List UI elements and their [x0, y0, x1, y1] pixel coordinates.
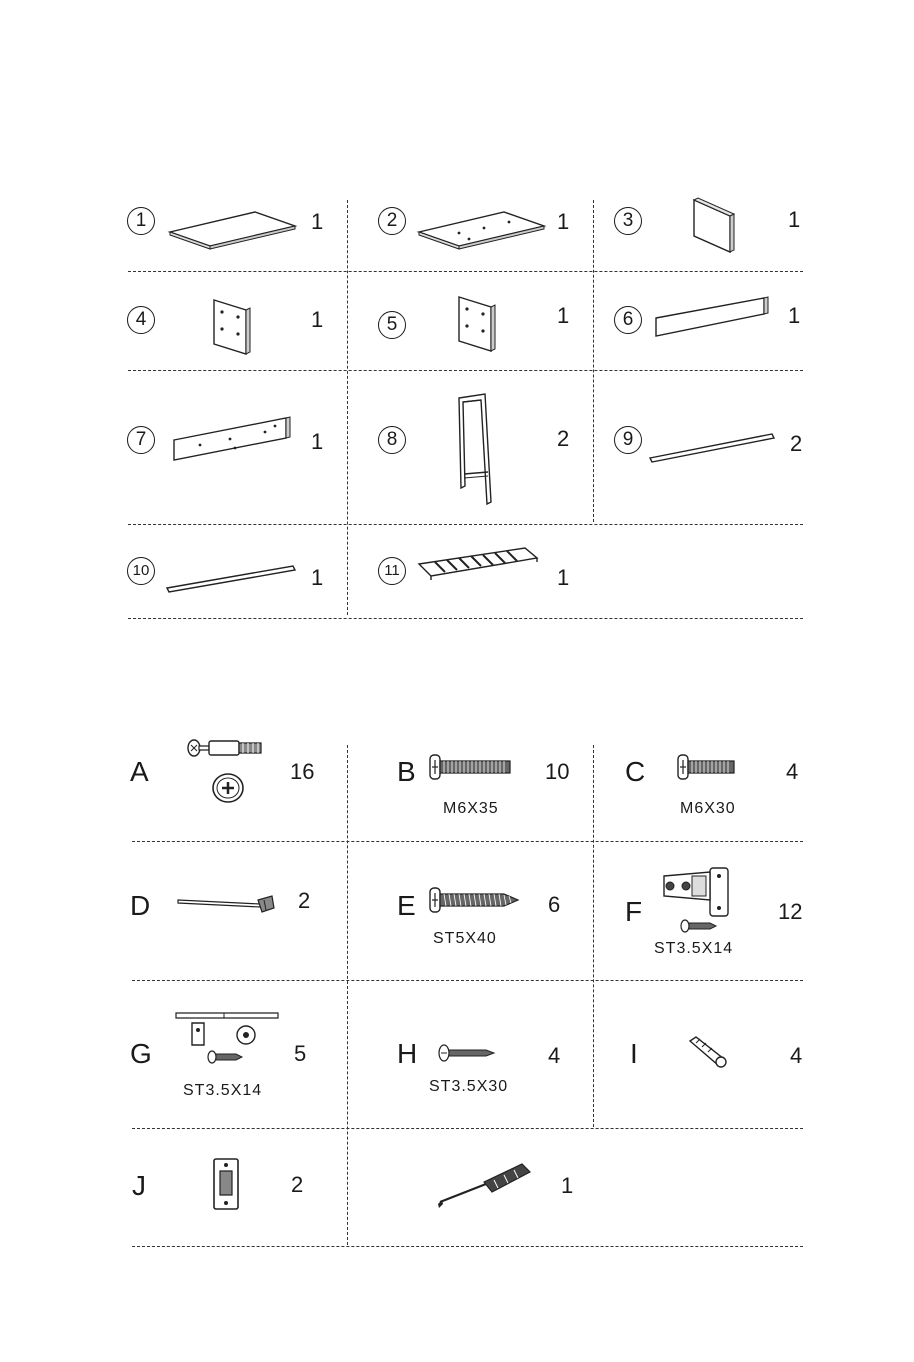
parts-divider — [128, 618, 803, 619]
hardware-divider — [132, 841, 803, 842]
hardware-quantity: 5 — [294, 1041, 307, 1066]
wall-anchor-icon — [686, 1035, 730, 1071]
hardware-letter: H — [397, 1038, 418, 1069]
door-catch-icon — [210, 1155, 244, 1215]
screw-icon — [680, 918, 720, 934]
hardware-spec: M6X35 — [443, 800, 499, 817]
part-quantity: 1 — [311, 307, 324, 332]
cam-lock-icon — [210, 770, 250, 806]
part-number: 10 — [127, 557, 155, 585]
top-panel-icon — [165, 208, 300, 248]
part-number: 4 — [127, 306, 155, 334]
wire-rack-icon — [415, 544, 543, 586]
hardware-quantity: 2 — [291, 1172, 304, 1197]
part-quantity: 1 — [557, 209, 570, 234]
part-quantity: 2 — [790, 431, 803, 456]
parts-divider — [128, 271, 803, 272]
part-number: 2 — [378, 207, 406, 235]
bolt-icon — [428, 753, 518, 783]
hardware-divider — [593, 745, 594, 1127]
hardware-letter: B — [397, 756, 416, 787]
part-quantity: 1 — [557, 303, 570, 328]
divider-panel-icon — [690, 196, 740, 256]
hardware-spec: M6X30 — [680, 800, 736, 817]
part-number: 1 — [127, 207, 155, 235]
parts-divider — [593, 200, 594, 522]
hardware-quantity: 6 — [548, 892, 561, 917]
part-quantity: 1 — [311, 565, 324, 590]
hardware-divider — [347, 745, 348, 1245]
metal-bar-icon — [165, 562, 300, 596]
part-quantity: 1 — [788, 207, 801, 232]
hardware-letter: D — [130, 890, 151, 921]
wood-screw-icon — [428, 886, 523, 916]
hardware-quantity: 2 — [298, 888, 311, 913]
hardware-letter: C — [625, 756, 646, 787]
hardware-divider — [132, 1128, 803, 1129]
hardware-divider — [132, 1246, 803, 1247]
hardware-spec: ST3.5X30 — [429, 1078, 509, 1095]
hardware-quantity: 4 — [786, 759, 799, 784]
hardware-quantity: 16 — [290, 759, 315, 784]
hardware-divider — [132, 980, 803, 981]
screw-icon — [438, 1043, 500, 1063]
hardware-letter: F — [625, 896, 643, 927]
hardware-letter: J — [132, 1170, 146, 1201]
hardware-letter: E — [397, 890, 416, 921]
bolt-icon — [676, 753, 740, 783]
screwdriver-icon — [434, 1158, 534, 1210]
cam-bolt-icon — [185, 735, 270, 765]
parts-divider — [128, 370, 803, 371]
part-number: 8 — [378, 426, 406, 454]
part-number: 7 — [127, 426, 155, 454]
hardware-spec: ST3.5X14 — [654, 940, 734, 957]
hinge-icon — [656, 864, 736, 918]
front-rail-icon — [170, 414, 295, 466]
hardware-quantity: 12 — [778, 899, 803, 924]
metal-frame-icon — [455, 392, 500, 512]
anti-tip-strap-icon — [176, 894, 276, 916]
hardware-quantity: 10 — [545, 759, 570, 784]
part-quantity: 1 — [311, 429, 324, 454]
shelf-support-icon — [172, 1005, 284, 1073]
bottom-panel-icon — [414, 208, 549, 248]
part-number: 11 — [378, 557, 406, 585]
hardware-quantity: 4 — [548, 1043, 561, 1068]
part-quantity: 1 — [311, 209, 324, 234]
metal-bar-icon — [648, 430, 778, 464]
hardware-spec: ST3.5X14 — [183, 1082, 263, 1099]
hardware-quantity: 4 — [790, 1043, 803, 1068]
part-number: 6 — [614, 306, 642, 334]
parts-divider — [347, 200, 348, 615]
hardware-letter: A — [130, 756, 149, 787]
parts-divider — [128, 524, 803, 525]
part-quantity: 1 — [788, 303, 801, 328]
hardware-spec: ST5X40 — [433, 930, 497, 947]
part-quantity: 1 — [557, 565, 570, 590]
part-number: 3 — [614, 207, 642, 235]
side-panel-icon — [455, 293, 500, 355]
part-quantity: 2 — [557, 426, 570, 451]
hardware-letter: G — [130, 1038, 152, 1069]
side-panel-icon — [210, 296, 255, 358]
part-number: 9 — [614, 426, 642, 454]
back-rail-icon — [652, 294, 772, 342]
hardware-quantity: 1 — [561, 1173, 574, 1198]
part-number: 5 — [378, 311, 406, 339]
hardware-letter: I — [630, 1038, 638, 1069]
